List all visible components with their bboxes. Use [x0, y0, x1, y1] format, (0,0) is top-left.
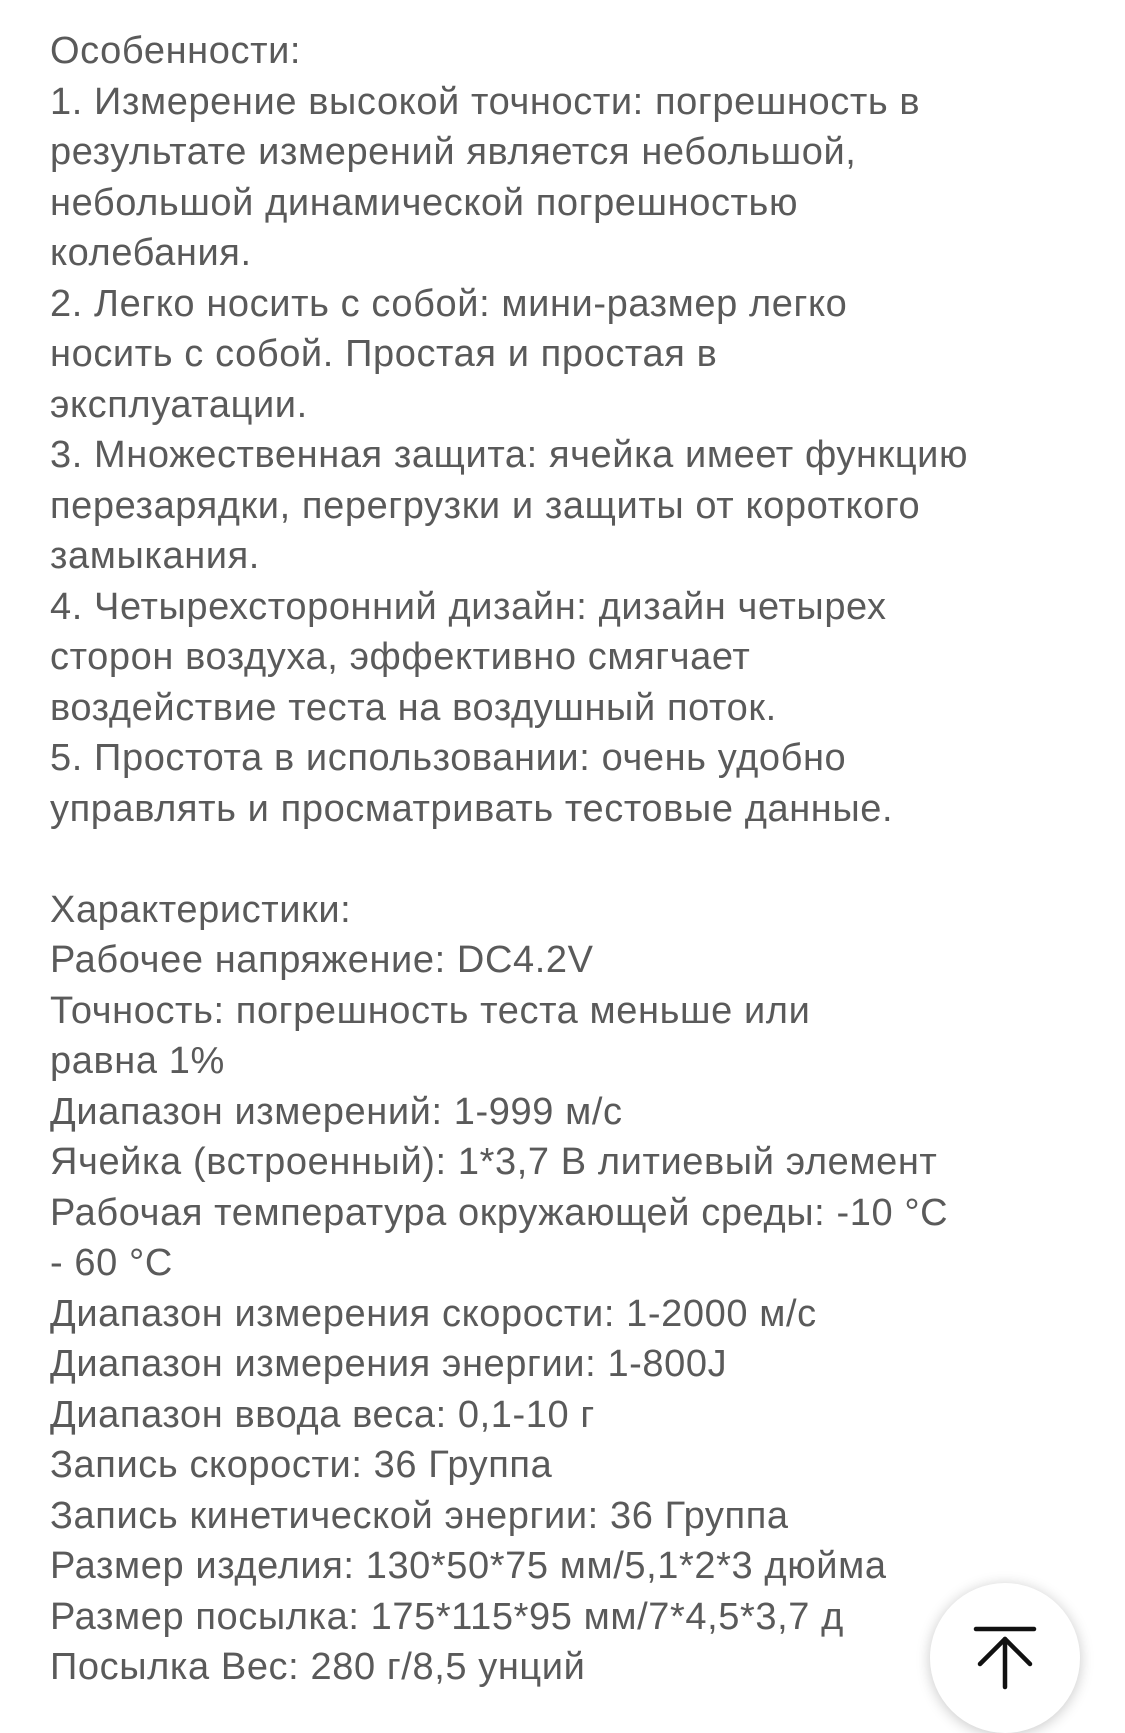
spec-line: Запись скорости: 36 Группа [50, 1444, 553, 1486]
specs-section [50, 885, 1095, 1693]
feature-line: воздействие теста на воздушный поток. [50, 686, 777, 729]
feature-line: колебания. [50, 232, 252, 274]
feature-line: носить с собой. Простая и простая в [50, 333, 718, 375]
feature-line: 1. Измерение высокой точности: погрешность в [50, 80, 921, 123]
product-description [50, 26, 1095, 1693]
scroll-to-top-button[interactable] [930, 1583, 1080, 1733]
feature-line: небольшой динамической погрешностью [50, 181, 799, 224]
section-spacer [50, 834, 1095, 885]
feature-line: эксплуатации. [50, 383, 308, 426]
spec-line: Диапазон измерения скорости: 1-2000 м/с [50, 1292, 817, 1335]
feature-line: управлять и просматривать тестовые данные. [50, 787, 894, 830]
spec-line: Диапазон измерения энергии: 1-800J [50, 1343, 728, 1385]
spec-line: Посылка Вес: 280 г/8,5 унций [50, 1646, 586, 1688]
feature-line: 3. Множественная защита: ячейка имеет функцию [50, 434, 969, 476]
features-heading: Особенности: [50, 30, 302, 72]
spec-line: Рабочая температура окружающей среды: -10 °C [50, 1191, 949, 1234]
feature-line: сторон воздуха, эффективно смягчает [50, 636, 751, 678]
feature-line: 2. Легко носить с собой: мини-размер легко [50, 282, 848, 325]
feature-line: 5. Простота в использовании: очень удобно [50, 737, 847, 779]
spec-line: равна 1% [50, 1040, 225, 1082]
spec-line: Точность: погрешность теста меньше или [50, 989, 811, 1032]
spec-line: - 60 °C [50, 1242, 173, 1284]
spec-line: Размер изделия: 130*50*75 мм/5,1*2*3 дюйма [50, 1545, 887, 1587]
spec-line: Диапазон ввода веса: 0,1-10 г [50, 1393, 595, 1436]
spec-line: Ячейка (встроенный): 1*3,7 В литиевый элемент [50, 1141, 938, 1183]
feature-line: перезарядки, перегрузки и защиты от короткого [50, 484, 921, 527]
feature-line: 4. Четырехсторонний дизайн: дизайн четырех [50, 585, 887, 628]
feature-line: результате измерений является небольшой, [50, 131, 857, 173]
spec-line: Размер посылка: 175*115*95 мм/7*4,5*3,7 д [50, 1595, 844, 1638]
feature-line: замыкания. [50, 535, 260, 577]
spec-line: Рабочее напряжение: DC4.2V [50, 939, 594, 981]
specs-heading: Характеристики: [50, 888, 352, 931]
features-section [50, 26, 1095, 834]
spec-line: Диапазон измерений: 1-999 м/с [50, 1090, 623, 1133]
spec-line: Запись кинетической энергии: 36 Группа [50, 1494, 789, 1537]
arrow-up-to-top-icon [972, 1625, 1038, 1691]
